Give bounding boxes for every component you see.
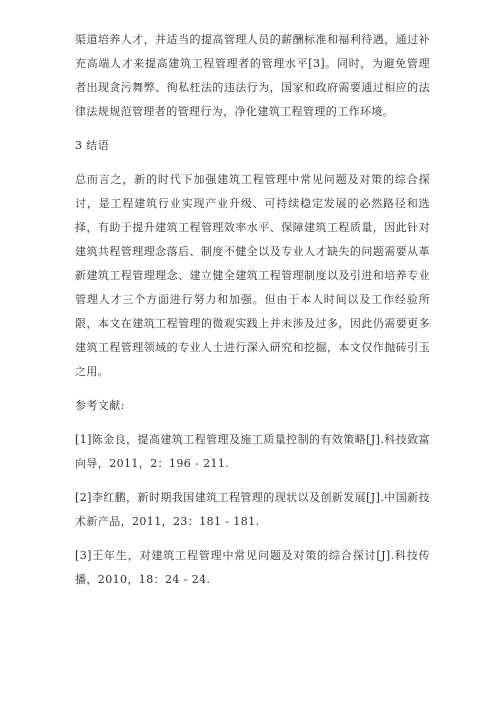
intro-paragraph: 渠道培养人才，并适当的提高管理人员的薪酬标准和福利待遇，通过补充高端人才来提高建筑工程管理者的管理水平[3]。同时，为避免管理者出现贪污舞弊、徇私枉法的违法行为，国家和政府需要通过相应的法律法规规范管理者的管理行为，净化建筑工程管理的工作环境。: [75, 33, 430, 118]
section-heading-conclusion: 3 结语: [75, 139, 110, 152]
references-list: [75, 428, 430, 592]
reference-item: [1]陈金良，提高建筑工程管理及施工质量控制的有效策略[J].科技致富向导，2011，2：196 - 211.: [75, 433, 430, 470]
references-title: 参考文献:: [75, 399, 125, 412]
conclusion-paragraph: 总而言之，新的时代下加强建筑工程管理中常见问题及对策的综合探讨，是工程建筑行业实现产业升级、可持续稳定发展的必然路径和选择，有助于提升建筑工程管理效率水平、保障建筑工程质量，因此针对建筑共程管理理念落后、制度不健全以及专业人才缺失的问题需要从革新建筑工程管理理念、建立健全建筑工程管理制度以及引进和培养专业管理人才三个方面进行努力和加强。但由于本人时间以及工作经验所限，本文在建筑工程管理的微观实践上并未涉及过多，因此仍需要更多建筑工程管理领域的专业人士进行深入研究和挖掘，本文仅作抛砖引玉之用。: [75, 173, 430, 378]
reference-item: [3]王年生，对建筑工程管理中常见问题及对策的综合探讨[J].科技传播，2010，18：24 - 24.: [75, 549, 430, 586]
document-page: [75, 28, 430, 602]
reference-item: [2]李红鹏，新时期我国建筑工程管理的现状以及创新发展[J].中国新技术新产品，2011，23：181 - 181.: [75, 491, 430, 528]
